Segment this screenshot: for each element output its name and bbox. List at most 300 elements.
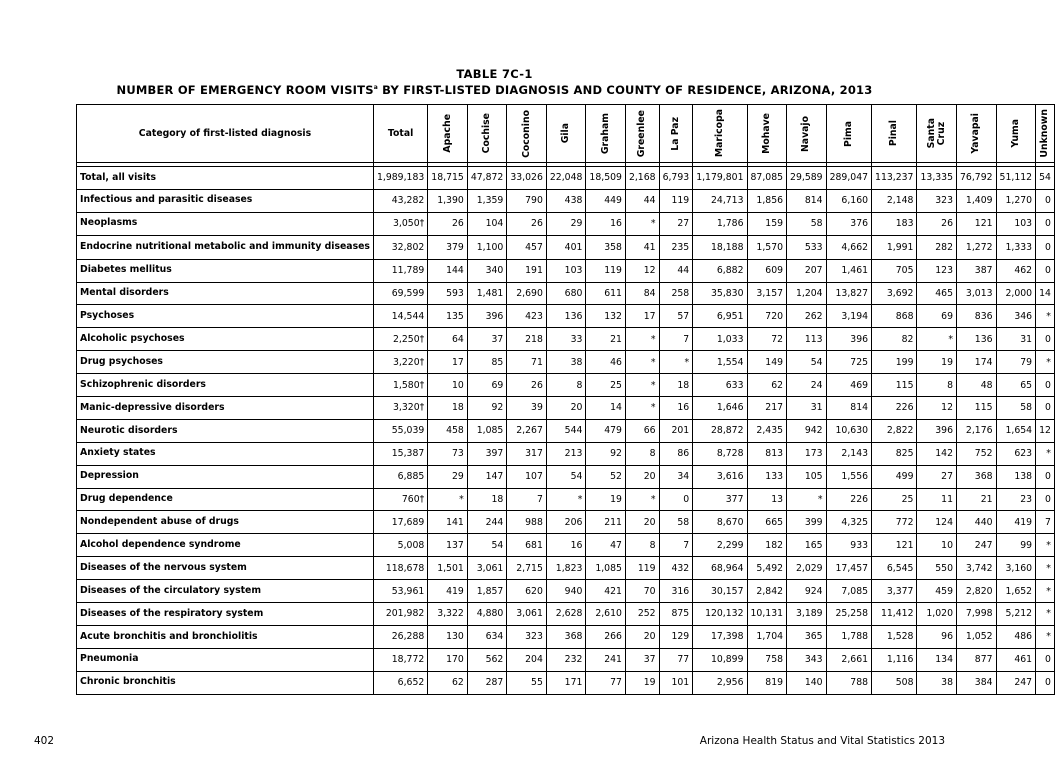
value-cell: 465 (917, 282, 957, 305)
value-cell: 282 (917, 235, 957, 259)
value-cell: 37 (467, 328, 507, 351)
value-cell: 6,160 (826, 189, 871, 212)
value-cell: 20 (625, 625, 659, 648)
value-cell: 29 (546, 212, 586, 235)
total-cell: 760† (373, 488, 427, 511)
value-cell: 611 (586, 282, 626, 305)
table-row (77, 442, 1055, 465)
value-cell: 66 (625, 419, 659, 442)
value-cell: 29,589 (787, 167, 827, 190)
value-cell: * (1036, 534, 1055, 557)
value-cell: * (917, 328, 957, 351)
value-cell: 593 (428, 282, 468, 305)
value-cell: 258 (659, 282, 693, 305)
value-cell: 21 (586, 328, 626, 351)
county-name: Apache (441, 114, 453, 153)
value-cell: 121 (957, 212, 997, 235)
value-cell: 462 (996, 259, 1036, 282)
value-cell: 19 (586, 488, 626, 511)
row-label: Depression (77, 465, 374, 488)
value-cell: 18 (428, 397, 468, 420)
value-cell: 3,157 (747, 282, 787, 305)
value-cell: 877 (957, 648, 997, 671)
value-cell: 1,501 (428, 557, 468, 580)
row-label: Anxiety states (77, 442, 374, 465)
value-cell: 26 (917, 212, 957, 235)
value-cell: 2,820 (957, 580, 997, 603)
value-cell: 87,085 (747, 167, 787, 190)
value-cell: 2,610 (586, 603, 626, 626)
value-cell: 96 (917, 625, 957, 648)
value-cell: 33 (546, 328, 586, 351)
table-row (77, 671, 1055, 694)
value-cell: 44 (659, 259, 693, 282)
value-cell: 115 (957, 397, 997, 420)
county-name: Gila (560, 123, 572, 144)
value-cell: 3,692 (872, 282, 917, 305)
value-cell: 10,899 (693, 648, 747, 671)
value-cell: 1,333 (996, 235, 1036, 259)
value-cell: 124 (917, 511, 957, 534)
value-cell: 31 (787, 397, 827, 420)
header-county (872, 105, 917, 163)
table-row (77, 397, 1055, 420)
value-cell: 35,830 (693, 282, 747, 305)
value-cell: 0 (659, 488, 693, 511)
table-title: TABLE 7C-1 (456, 67, 533, 81)
total-cell: 118,678 (373, 557, 427, 580)
row-label: Alcoholic psychoses (77, 328, 374, 351)
value-cell: 84 (625, 282, 659, 305)
value-cell: 1,204 (787, 282, 827, 305)
value-cell: 46 (586, 351, 626, 374)
value-cell: 1,823 (546, 557, 586, 580)
value-cell: 262 (787, 305, 827, 328)
value-cell: 3,160 (996, 557, 1036, 580)
table-row (77, 235, 1055, 259)
value-cell: 247 (996, 671, 1036, 694)
value-cell: 6,951 (693, 305, 747, 328)
value-cell: * (428, 488, 468, 511)
row-label: Total, all visits (77, 167, 374, 190)
value-cell: 459 (917, 580, 957, 603)
value-cell: 287 (467, 671, 507, 694)
county-name: Coconino (520, 109, 532, 158)
value-cell: 132 (586, 305, 626, 328)
value-cell: 8 (917, 374, 957, 397)
value-cell: 33,026 (507, 167, 547, 190)
value-cell: 0 (1036, 189, 1055, 212)
value-cell: 134 (917, 648, 957, 671)
value-cell: 10 (428, 374, 468, 397)
row-label: Psychoses (77, 305, 374, 328)
data-table (76, 104, 1055, 695)
value-cell: 2,842 (747, 580, 787, 603)
value-cell: 62 (747, 374, 787, 397)
value-cell: * (787, 488, 827, 511)
value-cell: 18 (467, 488, 507, 511)
value-cell: 113 (787, 328, 827, 351)
value-cell: 183 (872, 212, 917, 235)
value-cell: 23 (996, 488, 1036, 511)
table-row (77, 511, 1055, 534)
county-name: Pima (842, 120, 854, 147)
value-cell: * (625, 488, 659, 511)
table-row (77, 625, 1055, 648)
value-cell: 5,212 (996, 603, 1036, 626)
value-cell: 1,033 (693, 328, 747, 351)
value-cell: 2,029 (787, 557, 827, 580)
value-cell: 138 (996, 465, 1036, 488)
value-cell: 421 (586, 580, 626, 603)
value-cell: 12 (1036, 419, 1055, 442)
total-cell: 1,989,183 (373, 167, 427, 190)
value-cell: 469 (826, 374, 871, 397)
value-cell: 55 (507, 671, 547, 694)
value-cell: 226 (872, 397, 917, 420)
value-cell: 105 (787, 465, 827, 488)
value-cell: 247 (957, 534, 997, 557)
county-name: Greenlee (636, 109, 648, 158)
table-row (77, 648, 1055, 671)
value-cell: * (625, 374, 659, 397)
value-cell: 27 (917, 465, 957, 488)
header-county (659, 105, 693, 163)
header-county (507, 105, 547, 163)
value-cell: 16 (659, 397, 693, 420)
total-cell: 53,961 (373, 580, 427, 603)
value-cell: 924 (787, 580, 827, 603)
value-cell: 2,299 (693, 534, 747, 557)
header-county (693, 105, 747, 163)
table-row (77, 580, 1055, 603)
value-cell: 85 (467, 351, 507, 374)
header-category: Category of first-listed diagnosis (77, 105, 374, 163)
county-name: Pinal (888, 120, 900, 147)
value-cell: 39 (507, 397, 547, 420)
value-cell: 14 (586, 397, 626, 420)
value-cell: * (625, 351, 659, 374)
value-cell: 1,528 (872, 625, 917, 648)
value-cell: 72 (747, 328, 787, 351)
value-cell: 18,188 (693, 235, 747, 259)
value-cell: 17 (428, 351, 468, 374)
value-cell: 396 (826, 328, 871, 351)
value-cell: 41 (625, 235, 659, 259)
table-row (77, 259, 1055, 282)
value-cell: 2,168 (625, 167, 659, 190)
table-row (77, 534, 1055, 557)
value-cell: 13 (747, 488, 787, 511)
value-cell: 64 (428, 328, 468, 351)
value-cell: 3,322 (428, 603, 468, 626)
header-total: Total (373, 105, 427, 163)
value-cell: 1,554 (693, 351, 747, 374)
value-cell: 633 (693, 374, 747, 397)
value-cell: 6,793 (659, 167, 693, 190)
value-cell: 65 (996, 374, 1036, 397)
value-cell: 68,964 (693, 557, 747, 580)
value-cell: 1,570 (747, 235, 787, 259)
page-number: 402 (34, 735, 55, 747)
value-cell: 16 (586, 212, 626, 235)
value-cell: 206 (546, 511, 586, 534)
table-subtitle (0, 83, 989, 97)
value-cell: 103 (996, 212, 1036, 235)
value-cell: 104 (467, 212, 507, 235)
value-cell: 13,335 (917, 167, 957, 190)
value-cell: 5,492 (747, 557, 787, 580)
value-cell: 38 (546, 351, 586, 374)
row-label: Acute bronchitis and bronchiolitis (77, 625, 374, 648)
row-label: Alcohol dependence syndrome (77, 534, 374, 557)
value-cell: 12 (625, 259, 659, 282)
value-cell: 720 (747, 305, 787, 328)
value-cell: 17,457 (826, 557, 871, 580)
value-cell: 119 (586, 259, 626, 282)
value-cell: 207 (787, 259, 827, 282)
total-cell: 11,789 (373, 259, 427, 282)
value-cell: 8 (625, 534, 659, 557)
row-label: Infectious and parasitic diseases (77, 189, 374, 212)
value-cell: 129 (659, 625, 693, 648)
total-cell: 18,772 (373, 648, 427, 671)
value-cell: 396 (917, 419, 957, 442)
value-cell: 76,792 (957, 167, 997, 190)
value-cell: 113,237 (872, 167, 917, 190)
value-cell: 550 (917, 557, 957, 580)
table-row (77, 282, 1055, 305)
value-cell: 12 (917, 397, 957, 420)
total-cell: 14,544 (373, 305, 427, 328)
value-cell: 2,000 (996, 282, 1036, 305)
row-label: Schizophrenic disorders (77, 374, 374, 397)
value-cell: 6,545 (872, 557, 917, 580)
value-cell: 54 (546, 465, 586, 488)
total-cell: 201,982 (373, 603, 427, 626)
row-label: Mental disorders (77, 282, 374, 305)
county-name: Maricopa (713, 109, 725, 158)
value-cell: 346 (996, 305, 1036, 328)
value-cell: 21 (957, 488, 997, 511)
row-label: Diseases of the circulatory system (77, 580, 374, 603)
value-cell: * (1036, 625, 1055, 648)
value-cell: 868 (872, 305, 917, 328)
value-cell: 213 (546, 442, 586, 465)
header-county (546, 105, 586, 163)
header-county (996, 105, 1036, 163)
value-cell: 665 (747, 511, 787, 534)
value-cell: 544 (546, 419, 586, 442)
county-name: Cochise (481, 113, 493, 154)
value-cell: 37 (625, 648, 659, 671)
value-cell: 0 (1036, 328, 1055, 351)
value-cell: 819 (747, 671, 787, 694)
value-cell: 16 (546, 534, 586, 557)
table-row (77, 189, 1055, 212)
row-label: Drug psychoses (77, 351, 374, 374)
total-cell: 32,802 (373, 235, 427, 259)
value-cell: 1,409 (957, 189, 997, 212)
value-cell: 1,704 (747, 625, 787, 648)
total-cell: 5,008 (373, 534, 427, 557)
value-cell: 562 (467, 648, 507, 671)
value-cell: 340 (467, 259, 507, 282)
value-cell: 457 (507, 235, 547, 259)
value-cell: 432 (659, 557, 693, 580)
value-cell: 1,052 (957, 625, 997, 648)
value-cell: 99 (996, 534, 1036, 557)
value-cell: 10,131 (747, 603, 787, 626)
value-cell: * (625, 212, 659, 235)
value-cell: 7,085 (826, 580, 871, 603)
value-cell: 634 (467, 625, 507, 648)
table-body (77, 167, 1055, 695)
value-cell: 217 (747, 397, 787, 420)
value-cell: 323 (917, 189, 957, 212)
value-cell: 988 (507, 511, 547, 534)
value-cell: 10 (917, 534, 957, 557)
value-cell: 1,020 (917, 603, 957, 626)
value-cell: 3,061 (467, 557, 507, 580)
value-cell: 130 (428, 625, 468, 648)
value-cell: 2,435 (747, 419, 787, 442)
county-name: Unknown (1039, 109, 1051, 158)
value-cell: 24 (787, 374, 827, 397)
table-row (77, 603, 1055, 626)
value-cell: 1,788 (826, 625, 871, 648)
value-cell: 17 (625, 305, 659, 328)
row-label: Manic-depressive disorders (77, 397, 374, 420)
value-cell: 211 (586, 511, 626, 534)
value-cell: 2,690 (507, 282, 547, 305)
value-cell: 123 (917, 259, 957, 282)
table-row (77, 557, 1055, 580)
value-cell: 19 (917, 351, 957, 374)
value-cell: 82 (872, 328, 917, 351)
value-cell: 2,822 (872, 419, 917, 442)
row-label: Diabetes mellitus (77, 259, 374, 282)
value-cell: 141 (428, 511, 468, 534)
county-name: Navajo (800, 115, 812, 152)
value-cell: * (625, 328, 659, 351)
total-cell: 1,580† (373, 374, 427, 397)
value-cell: 3,013 (957, 282, 997, 305)
value-cell: 54 (467, 534, 507, 557)
value-cell: 120,132 (693, 603, 747, 626)
value-cell: 14 (1036, 282, 1055, 305)
value-cell: 343 (787, 648, 827, 671)
value-cell: 147 (467, 465, 507, 488)
value-cell: 377 (693, 488, 747, 511)
value-cell: 79 (996, 351, 1036, 374)
total-cell: 15,387 (373, 442, 427, 465)
value-cell: 86 (659, 442, 693, 465)
subtitle-main: NUMBER OF EMERGENCY ROOM VISITS (116, 83, 374, 97)
value-cell: 58 (787, 212, 827, 235)
value-cell: 7 (1036, 511, 1055, 534)
header-county (747, 105, 787, 163)
total-cell: 2,250† (373, 328, 427, 351)
value-cell: 58 (996, 397, 1036, 420)
value-cell: 4,325 (826, 511, 871, 534)
table-row (77, 465, 1055, 488)
value-cell: 241 (586, 648, 626, 671)
header-county (957, 105, 997, 163)
value-cell: 28,872 (693, 419, 747, 442)
value-cell: 0 (1036, 374, 1055, 397)
table-row (77, 167, 1055, 190)
value-cell: 2,661 (826, 648, 871, 671)
value-cell: 7,998 (957, 603, 997, 626)
value-cell: 69 (467, 374, 507, 397)
value-cell: 0 (1036, 465, 1055, 488)
value-cell: 119 (659, 189, 693, 212)
header-county (1036, 105, 1055, 163)
publication-name: Arizona Health Status and Vital Statistics 2013 (699, 735, 945, 747)
value-cell: * (546, 488, 586, 511)
value-cell: 77 (586, 671, 626, 694)
value-cell: 533 (787, 235, 827, 259)
value-cell: 317 (507, 442, 547, 465)
value-cell: 461 (996, 648, 1036, 671)
value-cell: 401 (546, 235, 586, 259)
value-cell: 772 (872, 511, 917, 534)
value-cell: 232 (546, 648, 586, 671)
value-cell: 1,786 (693, 212, 747, 235)
table-row (77, 374, 1055, 397)
value-cell: 2,715 (507, 557, 547, 580)
value-cell: 358 (586, 235, 626, 259)
value-cell: 52 (586, 465, 626, 488)
value-cell: 140 (787, 671, 827, 694)
value-cell: 1,085 (586, 557, 626, 580)
value-cell: 170 (428, 648, 468, 671)
value-cell: 384 (957, 671, 997, 694)
value-cell: 135 (428, 305, 468, 328)
value-cell: 399 (787, 511, 827, 534)
value-cell: 1,116 (872, 648, 917, 671)
value-cell: 218 (507, 328, 547, 351)
value-cell: 440 (957, 511, 997, 534)
value-cell: 22,048 (546, 167, 586, 190)
value-cell: 7 (659, 328, 693, 351)
header-county (917, 105, 957, 163)
table-row (77, 328, 1055, 351)
value-cell: 159 (747, 212, 787, 235)
value-cell: 8,670 (693, 511, 747, 534)
value-cell: 38 (917, 671, 957, 694)
value-cell: 20 (546, 397, 586, 420)
value-cell: 397 (467, 442, 507, 465)
value-cell: 77 (659, 648, 693, 671)
value-cell: 1,461 (826, 259, 871, 282)
value-cell: 58 (659, 511, 693, 534)
value-cell: 25 (586, 374, 626, 397)
value-cell: 289,047 (826, 167, 871, 190)
value-cell: 27 (659, 212, 693, 235)
value-cell: 1,556 (826, 465, 871, 488)
value-cell: 137 (428, 534, 468, 557)
value-cell: 438 (546, 189, 586, 212)
value-cell: 1,857 (467, 580, 507, 603)
value-cell: 24,713 (693, 189, 747, 212)
value-cell: 20 (625, 511, 659, 534)
header-county (826, 105, 871, 163)
row-label: Diseases of the nervous system (77, 557, 374, 580)
value-cell: 419 (996, 511, 1036, 534)
value-cell: * (625, 397, 659, 420)
